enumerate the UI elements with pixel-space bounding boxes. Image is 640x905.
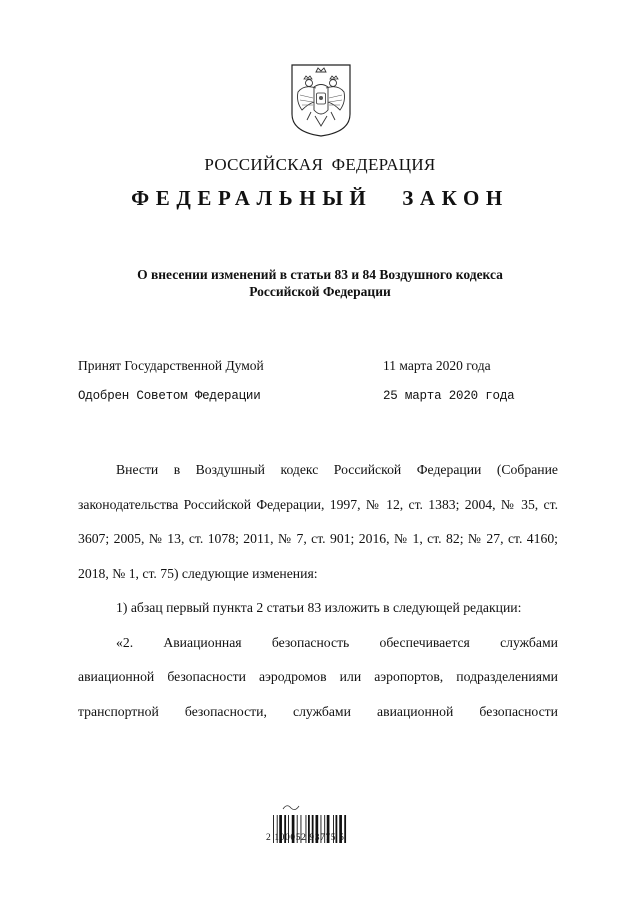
law-title-line-2: Российской Федерации [249,284,391,299]
quote-word: Авиационная [163,634,242,650]
law-title [90,266,550,300]
country-heading: РОССИЙСКАЯ ФЕДЕРАЦИЯ [204,155,436,174]
quote-word: авиационной [377,703,454,719]
quote-word: службами [500,634,558,650]
quote-word: безопасности [479,703,558,719]
quote-word: «2. [116,634,134,650]
quote-word: транспортной [78,703,159,719]
paragraph-quote-line-2: авиационной безопасности аэродромов или аэропортов, подразделениями [78,669,558,684]
law-type-heading: ФЕДЕРАЛЬНЫЙ ЗАКОН [131,186,509,210]
approved-label: Одобрен Советом Федерации [78,389,261,403]
paragraph-item-1: 1) абзац первый пункта 2 статьи 83 изложить в следующей редакции: [116,600,522,615]
barcode-image [271,790,371,860]
approved-date: 25 марта 2020 года [383,389,515,403]
paragraph-quote-line-1 [78,626,558,661]
quote-word: службами [293,703,351,719]
paragraph-intro: Внести в Воздушный кодекс Российской Федерации (Собрание законодательства Российской Федерации, 1997, № 12, ст. 1383; 2004, № 35, ст. 3607; 2005, № 13, ст. 1078; 2011, № 7, ст. 901; 2016, № 1, ст. 82; № 27, ст. 4160; 2018, № 1, ст. 75) следующие изменения: [78,462,558,581]
adopted-label: Принят Государственной Думой [78,358,264,373]
law-title-line-1: О внесении изменений в статьи 83 и 84 Воздушного кодекса [137,267,503,282]
quote-word: безопасности, [184,703,267,719]
coat-of-arms-emblem [289,62,353,138]
adopted-date: 11 марта 2020 года [383,358,491,373]
quote-word: обеспечивается [379,634,470,650]
quote-word: безопасность [271,634,350,650]
barcode-number: 2 100052 93775 5 [266,833,345,843]
paragraph-quote-line-3 [78,695,558,730]
law-body [78,453,558,729]
